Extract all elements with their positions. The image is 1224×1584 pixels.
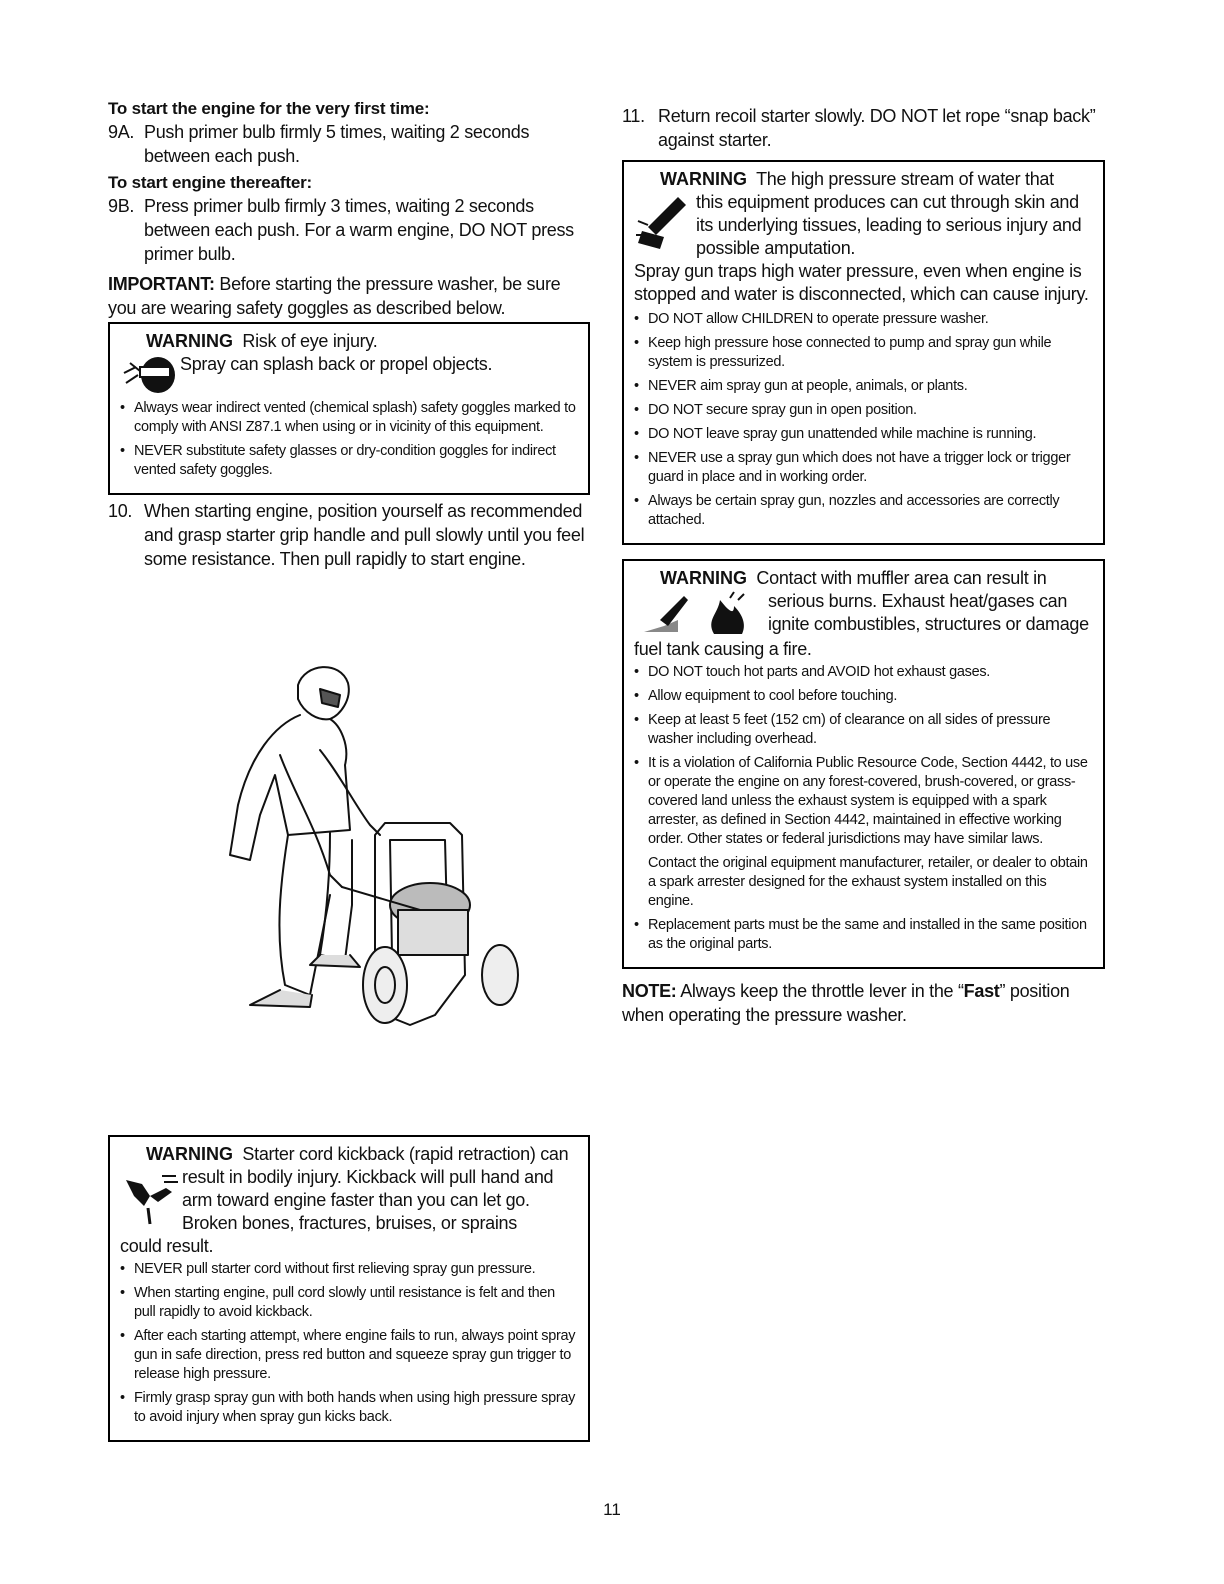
warning-bullets (634, 663, 1093, 849)
warning-line2: this equipment produces can cut through skin and its underlying tissues, leading to serious injury and possible amputation. (696, 192, 1082, 258)
warning-icon-row (120, 353, 578, 399)
bullet-item: • It is a violation of California Public Resource Code, Section 4442, to use or operate the engine on any forest-covered, brush-covered, or grass-covered land unless the exhaust system is equipped with a spark arrester, as defined in Section 4442, maintained in effective working order. Other states or federal jurisdictions may have similar laws. (634, 754, 1093, 849)
warning-muffler (622, 559, 1105, 969)
high-pressure-spray-icon (634, 191, 696, 257)
warning-eye-injury (108, 322, 590, 495)
warning-label: WARNING (660, 169, 747, 189)
warning-bullets (120, 1260, 578, 1427)
hot-surface-icon (634, 590, 760, 638)
starting-engine-illustration (180, 655, 525, 1035)
warning-icon-row (634, 590, 1093, 638)
warning-line3: could result. (120, 1236, 214, 1256)
bullet-item: • NEVER pull starter cord without first relieving spray gun pressure. (120, 1260, 578, 1279)
bullet-item: • After each starting attempt, where engine fails to run, always point spray gun in safe direction, press red button and squeeze spray gun trigger to release high pressure. (120, 1327, 578, 1384)
note-fast: Fast (963, 981, 1000, 1001)
warning-header (120, 330, 578, 353)
bullet-item: • When starting engine, pull cord slowly until resistance is felt and then pull rapidly to avoid kickback. (120, 1284, 578, 1322)
bullet-item: • Keep high pressure hose connected to pump and spray gun while system is pressurized. (634, 334, 1093, 372)
warning-line1: Contact with muffler area can result in (756, 568, 1047, 588)
warning-bullets-last (634, 916, 1093, 954)
right-column (622, 104, 1105, 1027)
step-number: 9B. (108, 196, 135, 216)
page-number: 11 (603, 1500, 621, 1519)
bullet-item: • NEVER use a spray gun which does not have a trigger lock or trigger guard in place and in working order. (634, 449, 1093, 487)
important-note (108, 272, 590, 320)
bullet-item: • DO NOT secure spray gun in open position. (634, 401, 1093, 420)
warning-label: WARNING (146, 1144, 233, 1164)
bullet-item: • NEVER aim spray gun at people, animals, or plants. (634, 377, 1093, 396)
warning-label: WARNING (146, 331, 233, 351)
warning-icon-row (634, 191, 1093, 260)
note-text-b: ” position when operating the pressure washer. (622, 981, 1070, 1025)
step-text: Press primer bulb firmly 3 times, waiting 2 seconds between each push. For a warm engine, DO NOT press primer bulb. (144, 196, 574, 264)
step-number: 10. (108, 501, 133, 521)
step-9a (108, 120, 590, 168)
left-column (108, 98, 590, 571)
contact-manufacturer-text: Contact the original equipment manufacturer, retailer, or dealer to obtain a spark arrester designed for the exhaust system installed on this engine. (648, 855, 1088, 909)
step-text: Push primer bulb firmly 5 times, waiting 2 seconds between each push. (144, 122, 530, 166)
cord-kickback-icon (120, 1166, 182, 1226)
bullet-item: • Always be certain spray gun, nozzles and accessories are correctly attached. (634, 492, 1093, 530)
step-10 (108, 499, 590, 571)
warning-line1: Risk of eye injury. (242, 331, 378, 351)
warning-high-pressure (622, 160, 1105, 545)
note-text-a: Always keep the throttle lever in the “ (680, 981, 964, 1001)
warning-header (634, 567, 1093, 590)
bullet-item: • Firmly grasp spray gun with both hands when using high pressure spray to avoid injury when spray gun kicks back. (120, 1389, 578, 1427)
bullet-item: • Replacement parts must be the same and installed in the same position as the original parts. (634, 916, 1093, 954)
step-9b (108, 194, 590, 266)
bullet-item: • Always wear indirect vented (chemical splash) safety goggles marked to comply with ANSI Z87.1 when using or in vicinity of this equipment. (120, 399, 578, 437)
step-text: When starting engine, position yourself as recommended and grasp starter grip handle and pull slowly until you feel some resistance. Then pull rapidly to start engine. (144, 501, 585, 569)
bullet-item: • DO NOT leave spray gun unattended while machine is running. (634, 425, 1093, 444)
warning-header (634, 168, 1093, 191)
step-number: 9A. (108, 122, 135, 142)
warning-bullets (634, 310, 1093, 530)
heading-first-start: To start the engine for the very first time: (108, 99, 430, 118)
warning-line3: fuel tank causing a fire. (634, 639, 812, 659)
important-text: Before starting the pressure washer, be sure you are wearing safety goggles as described below. (108, 274, 561, 318)
warning-label: WARNING (660, 568, 747, 588)
bullet-item: • Allow equipment to cool before touching. (634, 687, 1093, 706)
bullet-item: • NEVER substitute safety glasses or dry-condition goggles for indirect vented safety goggles. (120, 442, 578, 480)
warning-bullets (120, 399, 578, 480)
warning-line1: The high pressure stream of water that (756, 169, 1054, 189)
warning-kickback (108, 1135, 590, 1442)
important-label: IMPORTANT: (108, 274, 215, 294)
warning-icon-row (120, 1166, 578, 1235)
bullet-item: • DO NOT touch hot parts and AVOID hot exhaust gases. (634, 663, 1093, 682)
bullet-item: • Keep at least 5 feet (152 cm) of clearance on all sides of pressure washer including overhead. (634, 711, 1093, 749)
note-label: NOTE: (622, 981, 677, 1001)
warning-header (120, 1143, 578, 1166)
warning-line3: Spray gun traps high water pressure, even when engine is stopped and water is disconnected, which can cause injury. (634, 261, 1089, 304)
warning-line2: Spray can splash back or propel objects. (180, 354, 493, 374)
heading-thereafter: To start engine thereafter: (108, 173, 312, 192)
step-11 (622, 104, 1105, 152)
note-throttle (622, 979, 1105, 1027)
warning-line2: serious burns. Exhaust heat/gases can ignite combustibles, structures or damage (768, 591, 1089, 634)
warning-line1: Starter cord kickback (rapid retraction) can (242, 1144, 569, 1164)
goggles-icon (120, 353, 180, 399)
bullet-item: • DO NOT allow CHILDREN to operate pressure washer. (634, 310, 1093, 329)
step-number: 11. (622, 106, 645, 126)
step-text: Return recoil starter slowly. DO NOT let rope “snap back” against starter. (658, 106, 1096, 150)
warning-line2: result in bodily injury. Kickback will pull hand and arm toward engine faster than you can let go. Broken bones, fractures, bruises, or sprains (182, 1167, 554, 1233)
